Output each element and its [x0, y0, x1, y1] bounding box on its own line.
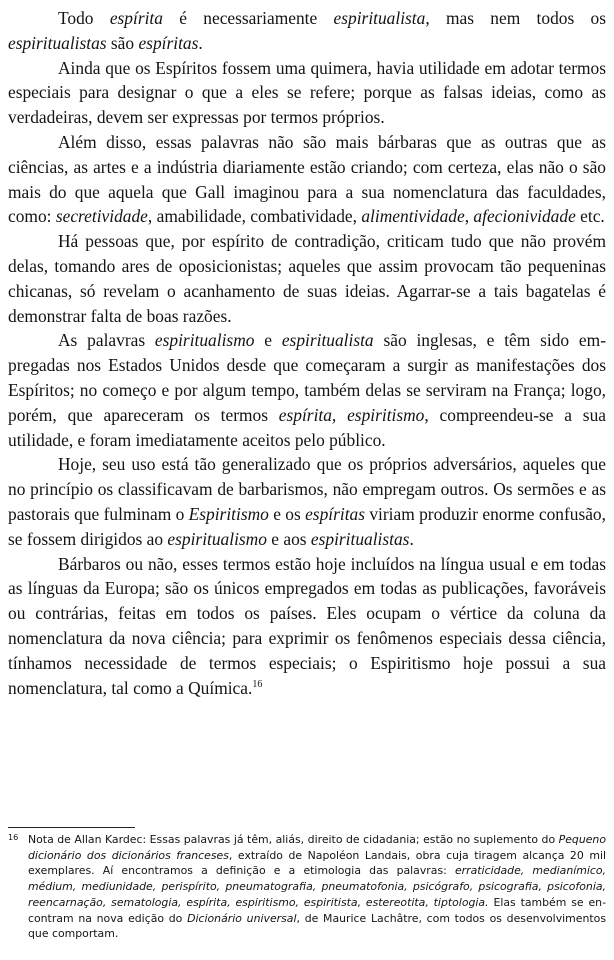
- footnote-italic-term: Pequeno dicionário dos dicionários franceses: [28, 833, 606, 862]
- text-run: é necessariamente: [162, 8, 334, 28]
- text-run: são inglesas, e têm sido empregadas nos Estados Unidos desde que começaram a surgir as manifestações dos Espíritos; no começo e por algum tempo, também delas se serviram na França; logo, porém, que apareceram os termos: [8, 330, 606, 425]
- page-body: [8, 6, 606, 700]
- italic-term: afecionividade: [473, 206, 576, 227]
- italic-term: espiritualismo: [167, 528, 267, 549]
- text-run: , amabilidade, combatividade,: [147, 206, 362, 227]
- text-run: Ainda que os Espíritos fossem uma quimera, havia utilidade em adotar termos especiais para designar o que a eles se refere; porque as falsas ideias, como as verdadeiras, devem ser expressas por termos próprios.: [8, 57, 606, 128]
- italic-term: espiritualistas: [310, 528, 410, 549]
- italic-term: espiritualista: [333, 8, 426, 28]
- footnote-text-run: Elas também se encontram na nova edição do: [28, 895, 606, 925]
- text-run: etc.: [575, 206, 605, 227]
- italic-term: Espiritismo: [188, 503, 269, 524]
- footnote-number: 16: [8, 833, 19, 842]
- italic-term: secretividade: [55, 206, 148, 227]
- text-run: Bárbaros ou não, esses termos estão hoje incluídos na língua usual e em todas as línguas da Europa; são os únicos empregados em todas as publicações, favoráveis ou contrárias, feitas em todos os países. Eles ocupam o vértice da coluna da nomenclatura da nova ciência; para exprimir os fenômenos especiais dessa ciência, tínhamos necessidade de termos especiais; o Espiritismo hoje possui a sua nomenclatura, tal como a Química.: [8, 553, 606, 698]
- footnote-text-run: , de Maurice Lachâtre, com todos os desenvolvimentos que comportam.: [28, 911, 606, 941]
- footnote-reference: 16: [252, 678, 263, 690]
- paragraph: [8, 328, 606, 452]
- footnote-text: [28, 832, 606, 942]
- text-run: ,: [464, 206, 474, 227]
- paragraph: [8, 130, 606, 229]
- italic-term: espírita: [109, 8, 163, 28]
- paragraph: [8, 452, 606, 551]
- text-run: são: [106, 32, 139, 53]
- text-run: e aos: [266, 528, 311, 549]
- text-run: Hoje, seu uso está tão generalizado que os próprios adversários, aqueles que no princípio os classificavam de barbarismos, não empregam outros. Os sermões e as pastorais que fulminam o: [8, 454, 606, 524]
- footnote-italic-term: erraticidade, medianímico, médium, mediunidade, perispírito, pneumatografia, pneumatofonia, psicógrafo, psicografia, psicofonia, reencarnação, sematologia, espírita, espiritismo, espiritista, estereotita, tiptologia.: [28, 864, 607, 909]
- footnote-divider: [8, 827, 135, 828]
- italic-term: espíritas: [305, 503, 365, 524]
- text-run: e: [254, 330, 282, 351]
- text-run: viriam produzir enorme confusão, se fossem dirigidos ao: [8, 503, 606, 549]
- main-text: [8, 6, 606, 700]
- text-run: , compreendeu-se a sua utilidade, e foram imediatamente aceitos pelo público.: [8, 404, 606, 450]
- paragraph: [8, 552, 606, 701]
- footnote-italic-term: Dicionário universal: [187, 911, 297, 925]
- footnote-text-run: Nota de Allan Kardec: Essas palavras já têm, aliás, direito de cidadania; estão no suplemento do: [28, 833, 559, 846]
- italic-term: espiritualismo: [154, 330, 255, 351]
- italic-term: espíritas: [138, 32, 199, 53]
- italic-term: espiritualista: [281, 330, 374, 351]
- text-run: .: [198, 32, 203, 53]
- footnote: [8, 832, 606, 942]
- italic-term: espiritualistas: [8, 32, 107, 53]
- paragraph: [8, 56, 606, 130]
- italic-term: espírita, espiritismo: [278, 404, 425, 425]
- text-run: Além disso, essas palavras não são mais bárbaras que as outras que as ciências, as artes e a indústria diariamente estão criando; com certeza, elas não o são mais do que aquela que Gall imaginou para a sua nomenclatura das faculdades, como:: [8, 131, 606, 227]
- italic-term: alimentividade: [361, 206, 465, 227]
- paragraph: [8, 229, 606, 328]
- text-run: As palavras: [58, 330, 155, 351]
- text-run: e os: [268, 503, 306, 524]
- text-run: , mas nem todos os: [425, 8, 607, 28]
- text-run: Todo: [58, 8, 110, 28]
- paragraph: [8, 6, 606, 56]
- text-run: Há pessoas que, por espírito de contradição, criticam tudo que não provém delas, tomando ares de oposicionistas; aqueles que assim provocam tão pequeninas chicanas, só revelam o acanhamento de suas ideias. Agarrar-se a tais bagatelas é demonstrar falta de boas razões.: [8, 231, 606, 326]
- footnote-text-run: , extraído de Napoléon Landais, obra cuja tiragem alcança 20 mil exemplares. Aí encontramos a definição e a etimologia das palavras:: [28, 848, 606, 878]
- text-run: .: [409, 528, 414, 549]
